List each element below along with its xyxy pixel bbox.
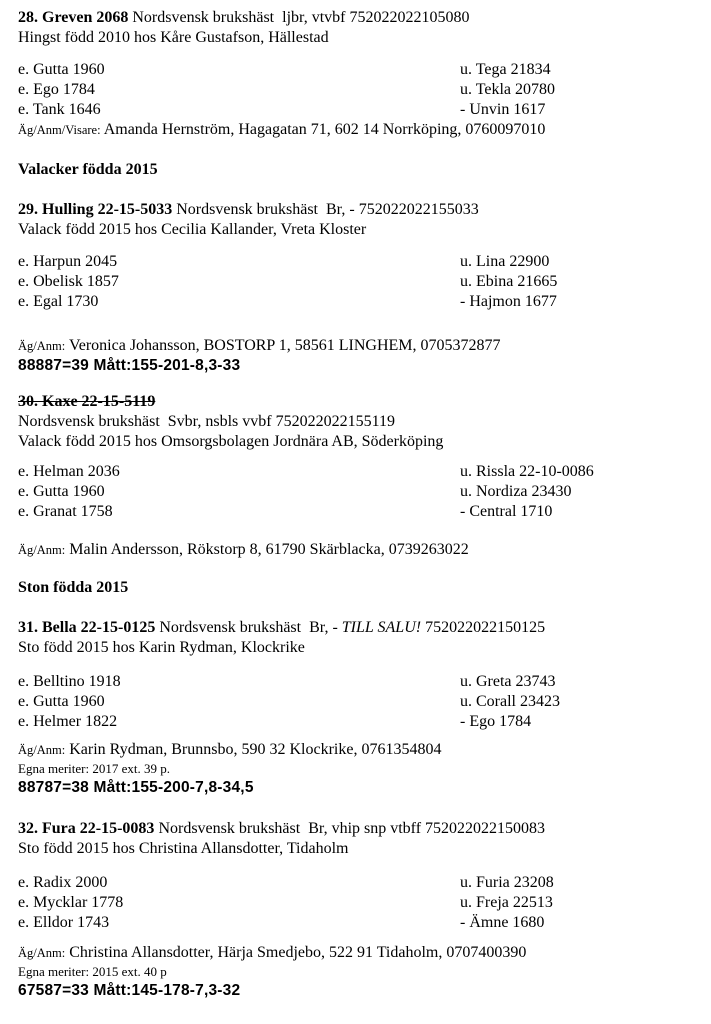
dam-2: u. Corall 23423 (460, 693, 560, 710)
dam-3: - Hajmon 1677 (460, 293, 557, 310)
sire-1: e. Helman 2036 (18, 463, 120, 480)
entry-32-header (18, 819, 697, 839)
owner-value: Karin Rydman, Brunnsbo, 590 32 Klockrike, 0761354804 (69, 741, 442, 758)
entry-28 (18, 8, 697, 140)
entry-32-measurements: 67587=33 Mått:145-178-7,3-32 (18, 982, 241, 999)
entry-29 (18, 200, 697, 376)
owner-label: Äg/Anm: (18, 743, 66, 757)
pedigree-row (18, 252, 697, 272)
dam-3: - Unvin 1617 (460, 101, 546, 118)
entry-32-merits-line: Egna meriter: 2015 ext. 40 p (18, 964, 167, 979)
entry-29-measurements: 88887=39 Mått:155-201-8,3-33 (18, 357, 241, 374)
owner-value: Malin Andersson, Rökstorp 8, 61790 Skärblacka, 0739263022 (69, 541, 469, 558)
sire-1: e. Belltino 1918 (18, 673, 121, 690)
entry-29-born-line: Valack född 2015 hos Cecilia Kallander, Vreta Kloster (18, 221, 367, 238)
owner-value: Veronica Johansson, BOSTORP 1, 58561 LINGHEM, 0705372877 (68, 337, 501, 354)
dam-1: u. Lina 22900 (460, 253, 550, 270)
entry-28-pedigree (18, 60, 697, 120)
sire-2: e. Gutta 1960 (18, 483, 105, 500)
sire-1: e. Radix 2000 (18, 874, 108, 891)
entry-31-header (18, 618, 697, 638)
entry-31-born-line: Sto född 2015 hos Karin Rydman, Klockrike (18, 639, 305, 656)
dam-2: u. Freja 22513 (460, 894, 553, 911)
dam-1: u. Tega 21834 (460, 61, 551, 78)
dam-2: u. Ebina 21665 (460, 273, 558, 290)
owner-label: Äg/Anm/Visare: (18, 123, 101, 137)
entry-31-reg-number: 752022022150125 (421, 619, 546, 636)
dam-1: u. Greta 23743 (460, 673, 556, 690)
pedigree-row (18, 712, 697, 732)
sire-2: e. Mycklar 1778 (18, 894, 124, 911)
owner-label: Äg/Anm: (18, 543, 66, 557)
entry-29-breed-info: Nordsvensk brukshäst Br, - 752022022155033 (172, 201, 479, 218)
section-heading-valacker: Valacker födda 2015 (18, 161, 158, 178)
entry-30-number-name-struck: 30. Kaxe 22-15-5119 (18, 393, 156, 410)
entry-29-number-name: 29. Hulling 22-15-5033 (18, 201, 173, 218)
sire-1: e. Harpun 2045 (18, 253, 118, 270)
entry-31-number-name: 31. Bella 22-15-0125 (18, 619, 156, 636)
sire-3: e. Elldor 1743 (18, 914, 110, 931)
pedigree-row (18, 272, 697, 292)
pedigree-row (18, 913, 697, 933)
pedigree-row (18, 502, 697, 522)
sire-2: e. Ego 1784 (18, 81, 95, 98)
entry-30-breed-line: Nordsvensk brukshäst Svbr, nsbls vvbf 752022022155119 (18, 413, 395, 430)
section-heading-ston: Ston födda 2015 (18, 579, 129, 596)
entry-31 (18, 618, 697, 798)
entry-31-measurements: 88787=38 Mått:155-200-7,8-34,5 (18, 779, 254, 796)
sire-3: e. Granat 1758 (18, 503, 113, 520)
owner-value: Amanda Hernström, Hagagatan 71, 602 14 Norrköping, 0760097010 (103, 121, 546, 138)
entry-28-owner-line (18, 120, 697, 140)
entry-30 (18, 392, 697, 560)
entry-31-owner-line (18, 740, 697, 760)
entry-32-owner-line (18, 943, 697, 963)
entry-29-header (18, 200, 697, 220)
sire-1: e. Gutta 1960 (18, 61, 105, 78)
sire-3: e. Tank 1646 (18, 101, 101, 118)
pedigree-row (18, 893, 697, 913)
dam-3: - Central 1710 (460, 503, 553, 520)
entry-29-owner-line (18, 336, 697, 356)
pedigree-row (18, 100, 697, 120)
entry-30-header (18, 392, 697, 412)
pedigree-row (18, 692, 697, 712)
pedigree-row (18, 482, 697, 502)
entry-32 (18, 819, 697, 1001)
entry-30-pedigree (18, 462, 697, 522)
entry-30-owner-line (18, 540, 697, 560)
entry-32-breed-info: Nordsvensk brukshäst Br, vhip snp vtbff 752022022150083 (154, 820, 546, 837)
entry-30-born-line: Valack född 2015 hos Omsorgsbolagen Jordnära AB, Söderköping (18, 433, 444, 450)
entry-28-born-line: Hingst född 2010 hos Kåre Gustafson, Hällestad (18, 29, 329, 46)
dam-3: - Ämne 1680 (460, 914, 545, 931)
sire-3: e. Egal 1730 (18, 293, 99, 310)
entry-31-merits-line: Egna meriter: 2017 ext. 39 p. (18, 761, 170, 776)
pedigree-row (18, 292, 697, 312)
sire-3: e. Helmer 1822 (18, 713, 118, 730)
entry-32-pedigree (18, 873, 697, 933)
sire-2: e. Gutta 1960 (18, 693, 105, 710)
pedigree-row (18, 80, 697, 100)
entry-32-born-line: Sto född 2015 hos Christina Allansdotter, Tidaholm (18, 840, 349, 857)
entry-31-pedigree (18, 672, 697, 732)
entry-28-breed-info: Nordsvensk brukshäst ljbr, vtvbf 752022022105080 (128, 9, 470, 26)
pedigree-row (18, 462, 697, 482)
owner-value: Christina Allansdotter, Härja Smedjebo, 522 91 Tidaholm, 0707400390 (69, 944, 527, 961)
dam-2: u. Tekla 20780 (460, 81, 556, 98)
entry-28-header (18, 8, 697, 28)
owner-label: Äg/Anm: (18, 946, 66, 960)
dam-1: u. Rissla 22-10-0086 (460, 463, 594, 480)
dam-1: u. Furia 23208 (460, 874, 554, 891)
dam-3: - Ego 1784 (460, 713, 532, 730)
entry-31-breed-info: Nordsvensk brukshäst Br, - (155, 619, 342, 636)
entry-28-number-name: 28. Greven 2068 (18, 9, 129, 26)
entry-32-number-name: 32. Fura 22-15-0083 (18, 820, 155, 837)
pedigree-row (18, 60, 697, 80)
entry-31-for-sale-note: TILL SALU! (341, 619, 422, 636)
dam-2: u. Nordiza 23430 (460, 483, 572, 500)
owner-label: Äg/Anm: (18, 339, 66, 353)
entry-29-pedigree (18, 252, 697, 312)
pedigree-row (18, 672, 697, 692)
sire-2: e. Obelisk 1857 (18, 273, 119, 290)
pedigree-row (18, 873, 697, 893)
